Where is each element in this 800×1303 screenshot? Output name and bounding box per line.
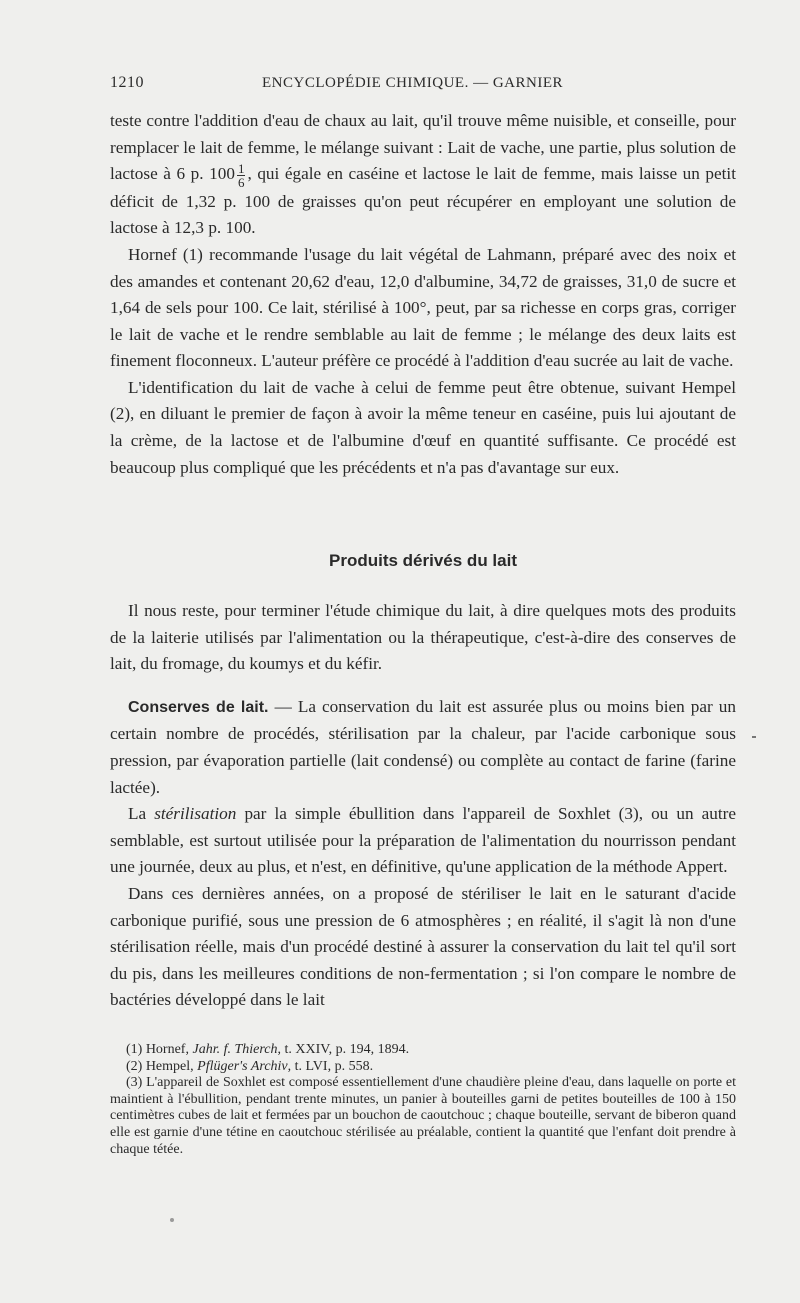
paragraph-hempel: L'identification du lait de vache à celui de femme peut être obtenue, suivant Hempel (2), en diluant le premier de façon à avoir la même teneur en caséine, puis lui ajoutant de la crème, de la lactose et de l'albumine d'œuf en quantité suffisante. Ce procédé est beaucoup plus compliqué que les précédents et n'a pas d'avantage sur eux. (110, 377, 736, 477)
conserves-heading: Conserves de lait. (128, 698, 269, 716)
paragraph-conserves: Conserves de lait. — La conservation du lait est assurée plus ou moins bien par un certain nombre de procédés, stérilisation par la chaleur, par l'acide carbonique sous pression, par évaporation partielle (lait condensé) ou complète au contact de farine (farine lactée). (110, 696, 736, 797)
margin-mark (752, 736, 756, 738)
section-title: Produits dérivés du lait (329, 551, 517, 570)
paper-speck (170, 1218, 174, 1222)
paragraph-carbonique: Dans ces dernières années, on a proposé de stériliser le lait en le saturant d'acide carbonique purifié, sous une pression de 6 atmosphères ; en réalité, il s'agit là non d'une stérilisation réelle, mais d'un procédé destiné à assurer la conservation du lait tel qu'il sort du pis, dans les meilleures conditions de non-fermentation ; si l'on compare le nombre de bactéries développé dans le lait (110, 883, 736, 1010)
body-text-section (110, 598, 736, 1014)
paragraph-hornef: Hornef (1) recommande l'usage du lait végétal de Lahmann, préparé avec des noix et des amandes et contenant 20,62 d'eau, 12,0 d'albumine, 34,72 de graisses, 31,0 de sucre et 1,64 de sels pour 100. Ce lait, stérilisé à 100°, peut, par sa richesse en corps gras, corriger le lait de vache et le rendre semblable au lait de femme ; le mélange des deux laits est finement floconneux. L'auteur préfère ce procédé à l'addition d'eau sucrée au lait de vache. (110, 244, 736, 371)
footnotes (110, 1042, 736, 1158)
paragraph-sterilisation: La stérilisation par la simple ébullition dans l'appareil de Soxhlet (3), ou un autre semblable, est surtout utilisée pour la préparation de l'alimentation du nourrisson pendant une journée, deux au plus, et n'est, en définitive, qu'une application de la méthode Appert. (110, 804, 736, 877)
page-number: 1210 (110, 74, 144, 91)
footnote-2: (2) Hempel, Pflüger's Archiv, t. LVI, p. 558. (126, 1058, 374, 1074)
body-text-top (110, 108, 736, 481)
footnote-1: (1) Hornef, Jahr. f. Thierch, t. XXIV, p. 194, 1894. (126, 1042, 410, 1057)
paragraph-lactose-mixture: teste contre l'addition d'eau de chaux au lait, qu'il trouve même nuisible, et conseille, pour remplacer le lait de femme, le mélange suivant : Lait de vache, une partie, plus solution de lactose à 6 p. 100 $\frac{1}{6}$ , qui égale en caséine et lactose le lait de femme, mais laisse un petit déficit de 1,32 p. 100 de graisses qu'on peut récupérer en employant une solution de lactose à 12,3 p. 100. (110, 111, 736, 238)
page-header (110, 74, 736, 98)
running-title: ENCYCLOPÉDIE CHIMIQUE. — GARNIER (262, 75, 563, 91)
fraction: $\frac{1}{6}$ (237, 160, 245, 190)
footnote-3: (3) L'appareil de Soxhlet est composé essentiellement d'une chaudière pleine d'eau, dans laquelle on porte et maintient à l'ébullition, pendant trente minutes, un panier à bouteilles garni de petites bouteilles de 100 à 150 centimètres cubes de lait et fermées par un bouchon de caoutchouc ; chaque bouteille, servant de biberon quand elle est garnie d'une tétine en caoutchouc stérilisée au préalable, contient la quantité que l'enfant doit prendre à chaque tétée. (110, 1075, 736, 1157)
paragraph-intro: Il nous reste, pour terminer l'étude chimique du lait, à dire quelques mots des produits de la laiterie utilisés par l'alimentation ou la thérapeutique, c'est-à-dire des conserves de lait, du fromage, du koumys et du kéfir. (110, 601, 736, 674)
